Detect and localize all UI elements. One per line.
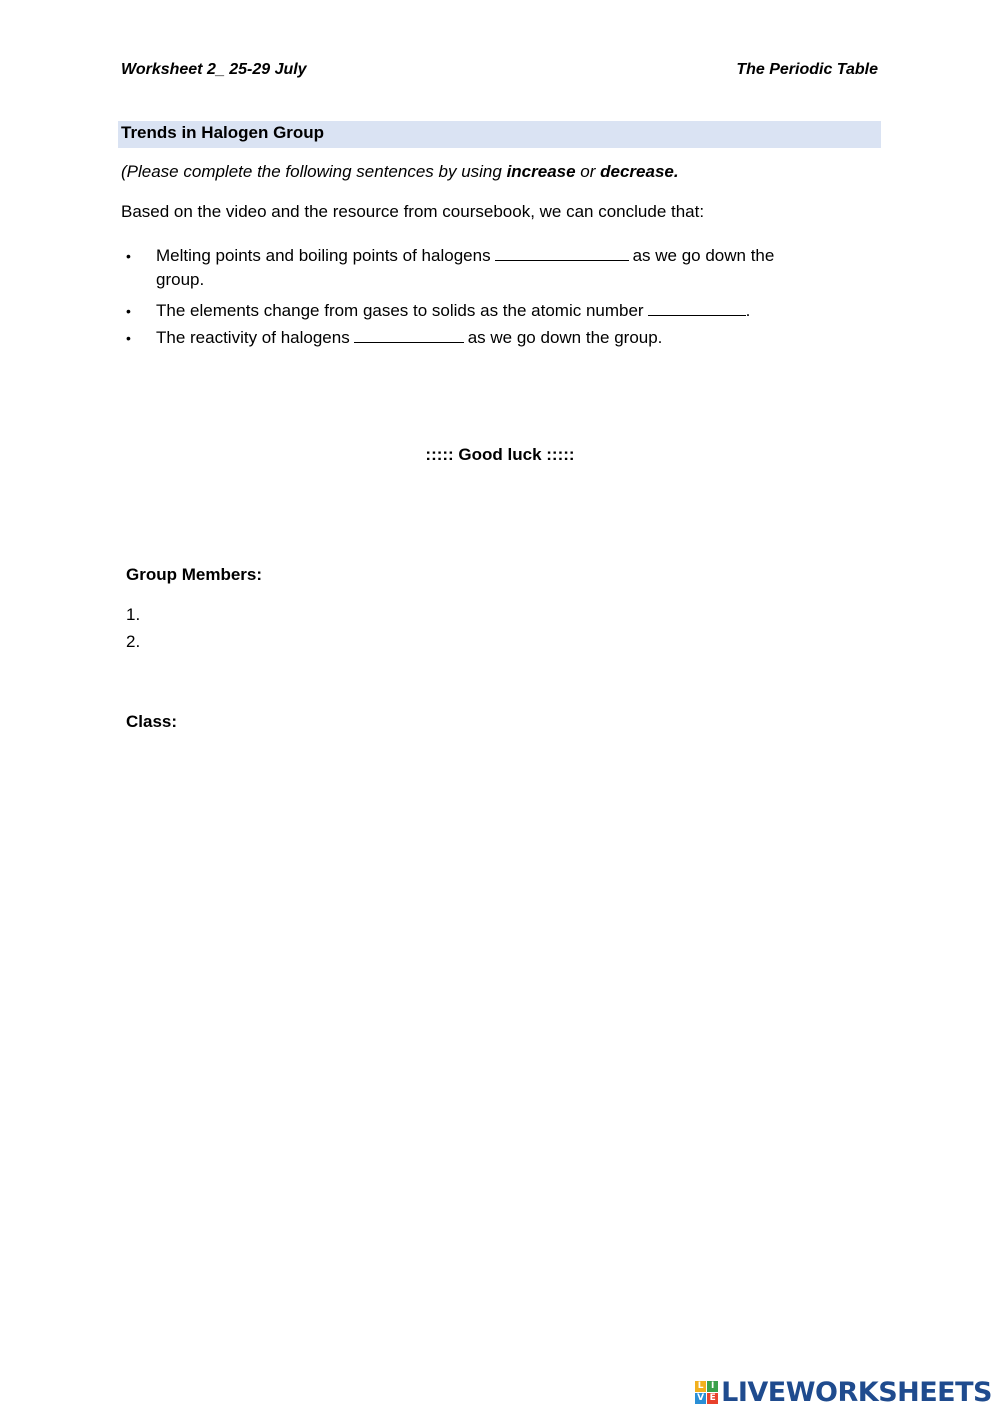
group-member-number: 2. [126,632,141,651]
logo-cell: L [695,1381,706,1392]
bullet-1-text-before: Melting points and boiling points of halogens [156,246,491,265]
blank-2-input[interactable] [648,298,746,316]
instruction-word-increase: increase [506,162,576,181]
bullet-3-text-after: as we go down the group. [467,328,663,347]
bullet-icon: • [126,330,131,346]
liveworksheets-brand-text: LIVEWORKSHEETS [721,1376,992,1408]
instruction-text [121,162,679,182]
bullet-2-text-after: . [745,301,751,320]
good-luck-text: ::::: Good luck ::::: [425,445,575,464]
instruction-prefix: (Please complete the following sentences by using [121,162,507,181]
intro-text: Based on the video and the resource from coursebook, we can conclude that: [121,202,705,221]
bullet-icon: • [126,248,131,264]
bullet-1-continuation: group. [156,270,205,289]
instruction-word-decrease: decrease. [600,162,679,181]
header-right-title: The Periodic Table [736,61,878,78]
class-label: Class: [126,712,178,731]
section-title: Trends in Halogen Group [121,123,325,142]
blank-1-input[interactable] [495,243,629,261]
bullet-2-text-before: The elements change from gases to solids as the atomic number [156,301,644,320]
blank-3-input[interactable] [354,325,464,343]
bullet-1 [156,243,774,266]
header-left-title: Worksheet 2_ 25-29 July [121,61,307,78]
logo-cell: I [707,1381,718,1392]
bullet-3 [156,325,662,348]
logo-cell: V [695,1393,706,1404]
bullet-3-text-before: The reactivity of halogens [156,328,350,347]
bullet-1-text-after: as we go down the [632,246,775,265]
logo-cell: E [707,1393,718,1404]
instruction-middle: or [575,162,601,181]
liveworksheets-logo-icon [695,1381,718,1404]
group-members-label: Group Members: [126,565,263,584]
group-member-number: 1. [126,605,141,624]
bullet-2 [156,298,750,321]
bullet-icon: • [126,303,131,319]
liveworksheets-brand [695,1377,992,1407]
